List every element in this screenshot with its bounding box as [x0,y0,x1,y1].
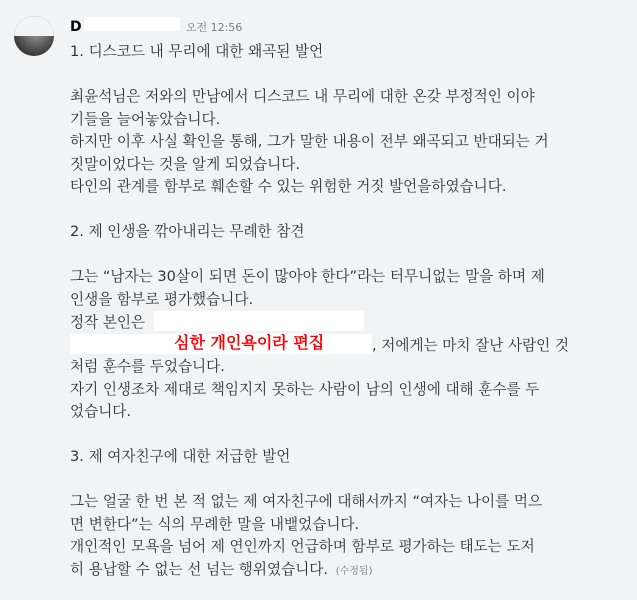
blank-line [70,424,625,447]
redaction-note: 심한 개인욕이라 편집 [174,333,325,352]
blank-line [70,244,625,267]
message-line: 었습니다. [70,403,132,420]
message-line: 자기 인생조차 제대로 책임지지 못하는 사람이 남의 인생에 대해 훈수를 두 [70,380,540,398]
section-heading-3: 3. 제 여자친구에 대한 저급한 발언 [70,448,291,465]
message-line [70,311,625,334]
username-redaction [84,17,180,31]
message-text-fragment: 히 용납할 수 없는 선 넘는 행위였습니다. [70,560,329,578]
message-line: 짓말이었다는 것을 알게 되었습니다. [70,155,301,173]
message-line [70,334,625,357]
section-heading-2: 2. 제 인생을 깎아내리는 무례한 참견 [70,223,305,240]
message-line: 면 변한다”는 식의 무례한 말을 내뱉었습니다. [70,515,360,533]
text-redaction [154,311,364,331]
username[interactable]: D [70,19,82,35]
blank-line [70,64,625,87]
blank-line [70,469,625,492]
avatar-redaction [14,16,54,36]
message-line: 하지만 이후 사실 확인을 통해, 그가 말한 내용이 전부 왜곡되고 반대되는 거 [70,133,549,150]
blank-line [70,199,625,222]
message-line: 최윤석님은 저와의 만남에서 디스코드 내 무리에 대한 온갖 부정적인 이야 [70,88,535,105]
message-line: 기들을 늘어놓았습니다. [70,110,221,128]
message-text-fragment: , 저에게는 마치 잘난 사람인 것 [372,336,570,354]
message-timestamp[interactable]: 오전 12:56 [185,21,243,34]
message-line: 그는 얼굴 한 번 본 적 없는 제 여자친구에 대해서까지 “여자는 나이를 먹으 [70,493,543,510]
message-line: 처럼 훈수를 두었습니다. [70,358,225,375]
message-line: 그는 “남자는 30살이 되면 돈이 많아야 한다”라는 터무니없는 말을 하며 제 [70,268,545,285]
edited-label[interactable]: (수정됨) [335,565,373,577]
message-line [70,559,625,582]
message-content [70,41,625,581]
user-avatar[interactable] [14,16,54,56]
message-line: 인생을 함부로 평가했습니다. [70,290,254,308]
section-heading-1: 1. 디스코드 내 무리에 대한 왜곡된 발언 [70,43,324,60]
message-text-fragment: 정작 본인은 [70,314,146,331]
message-header [70,17,242,37]
message-line: 개인적인 모욕을 넘어 제 연인까지 언급하며 함부로 평가하는 태도는 도저 [70,538,535,555]
message-line: 타인의 관계를 함부로 훼손할 수 있는 위험한 거짓 발언을하였습니다. [70,178,507,195]
